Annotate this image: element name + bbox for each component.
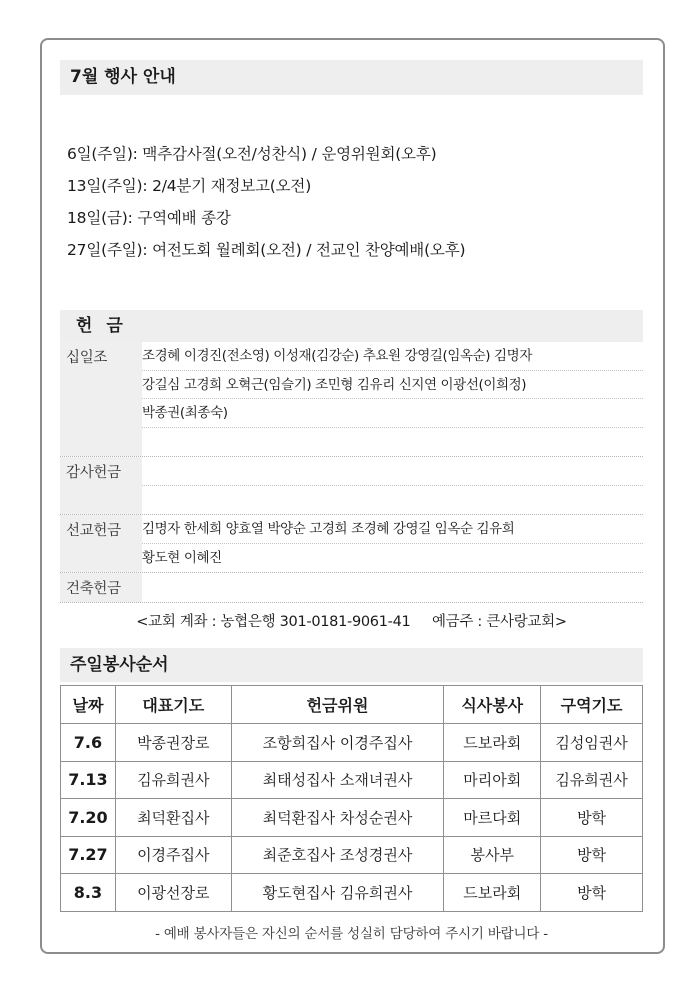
offering-row-building <box>60 573 643 603</box>
offering-name-line: 김명자 한세희 양효열 박양순 고경희 조경혜 강영길 임옥순 김유희 <box>142 515 643 544</box>
table-row <box>61 761 643 799</box>
cell-date: 7.27 <box>61 836 116 874</box>
offering-name-line <box>142 486 643 515</box>
cell-area-prayer: 김성임권사 <box>541 724 643 762</box>
offering-list <box>60 342 643 603</box>
cell-meal: 마르다회 <box>444 799 541 837</box>
offering-name-line <box>142 428 643 457</box>
table-row <box>61 836 643 874</box>
cell-prayer: 이경주집사 <box>115 836 231 874</box>
footer-note: - 예배 봉사자들은 자신의 순서를 성실히 담당하여 주시기 바랍니다 - <box>155 926 548 942</box>
cell-date: 7.6 <box>61 724 116 762</box>
table-row <box>61 874 643 912</box>
cell-meal: 봉사부 <box>444 836 541 874</box>
table-header-row <box>61 686 643 724</box>
cell-prayer: 최덕환집사 <box>115 799 231 837</box>
cell-meal: 드보라회 <box>444 874 541 912</box>
service-schedule-table <box>60 685 643 912</box>
cell-prayer: 김유희권사 <box>115 761 231 799</box>
offering-name-line <box>142 457 643 486</box>
cell-area-prayer: 방학 <box>541 874 643 912</box>
event-item: 18일(금): 구역예배 종강 <box>67 209 231 227</box>
cell-offering: 조항희집사 이경주집사 <box>231 724 444 762</box>
cell-offering: 황도현집사 김유희권사 <box>231 874 444 912</box>
offering-row-tithe <box>60 342 643 457</box>
cell-prayer: 이광선장로 <box>115 874 231 912</box>
offering-label: 선교헌금 <box>60 515 142 572</box>
events-heading: 7월 행사 안내 <box>60 60 643 95</box>
table-row <box>61 724 643 762</box>
event-item: 6일(주일): 맥추감사절(오전/성찬식) / 운영위원회(오후) <box>67 145 437 163</box>
offering-name-line <box>142 573 643 602</box>
offering-names <box>142 457 643 514</box>
cell-area-prayer: 방학 <box>541 799 643 837</box>
column-header-prayer: 대표기도 <box>115 686 231 724</box>
cell-date: 8.3 <box>61 874 116 912</box>
offering-name-line: 강길심 고경희 오혁근(임슬기) 조민형 김유리 신지연 이광선(이희정) <box>142 371 643 400</box>
cell-meal: 드보라회 <box>444 724 541 762</box>
cell-area-prayer: 방학 <box>541 836 643 874</box>
cell-offering: 최덕환집사 차성순권사 <box>231 799 444 837</box>
cell-offering: 최태성집사 소재녀권사 <box>231 761 444 799</box>
offering-row-mission <box>60 515 643 573</box>
cell-offering: 최준호집사 조성경권사 <box>231 836 444 874</box>
offering-heading: 헌 금 <box>60 310 643 342</box>
event-item: 13일(주일): 2/4분기 재정보고(오전) <box>67 177 312 195</box>
cell-date: 7.13 <box>61 761 116 799</box>
schedule-heading: 주일봉사순서 <box>60 648 643 682</box>
events-list <box>67 138 637 266</box>
column-header-meal: 식사봉사 <box>444 686 541 724</box>
offering-name-line: 황도현 이혜진 <box>142 549 222 566</box>
event-item: 27일(주일): 여전도회 월례회(오전) / 전교인 찬양예배(오후) <box>67 241 466 259</box>
offering-names <box>142 342 643 456</box>
column-header-date: 날짜 <box>61 686 116 724</box>
offering-row-thanks <box>60 457 643 515</box>
cell-meal: 마리아회 <box>444 761 541 799</box>
offering-names <box>142 573 643 602</box>
offering-label: 십일조 <box>60 342 142 456</box>
cell-prayer: 박종권장로 <box>115 724 231 762</box>
bank-account-info: <교회 계좌 : 농협은행 301-0181-9061-41 예금주 : 큰사랑교회> <box>136 614 567 630</box>
offering-names <box>142 515 643 572</box>
offering-name-line: 조경혜 이경진(전소영) 이성재(김강순) 추요원 강영길(임옥순) 김명자 <box>142 342 643 371</box>
table-row <box>61 799 643 837</box>
column-header-offering: 헌금위원 <box>231 686 444 724</box>
column-header-area-prayer: 구역기도 <box>541 686 643 724</box>
cell-date: 7.20 <box>61 799 116 837</box>
cell-area-prayer: 김유희권사 <box>541 761 643 799</box>
offering-name-line: 박종권(최종숙) <box>142 399 643 428</box>
offering-label: 감사헌금 <box>60 457 142 514</box>
offering-label: 건축헌금 <box>60 573 142 602</box>
